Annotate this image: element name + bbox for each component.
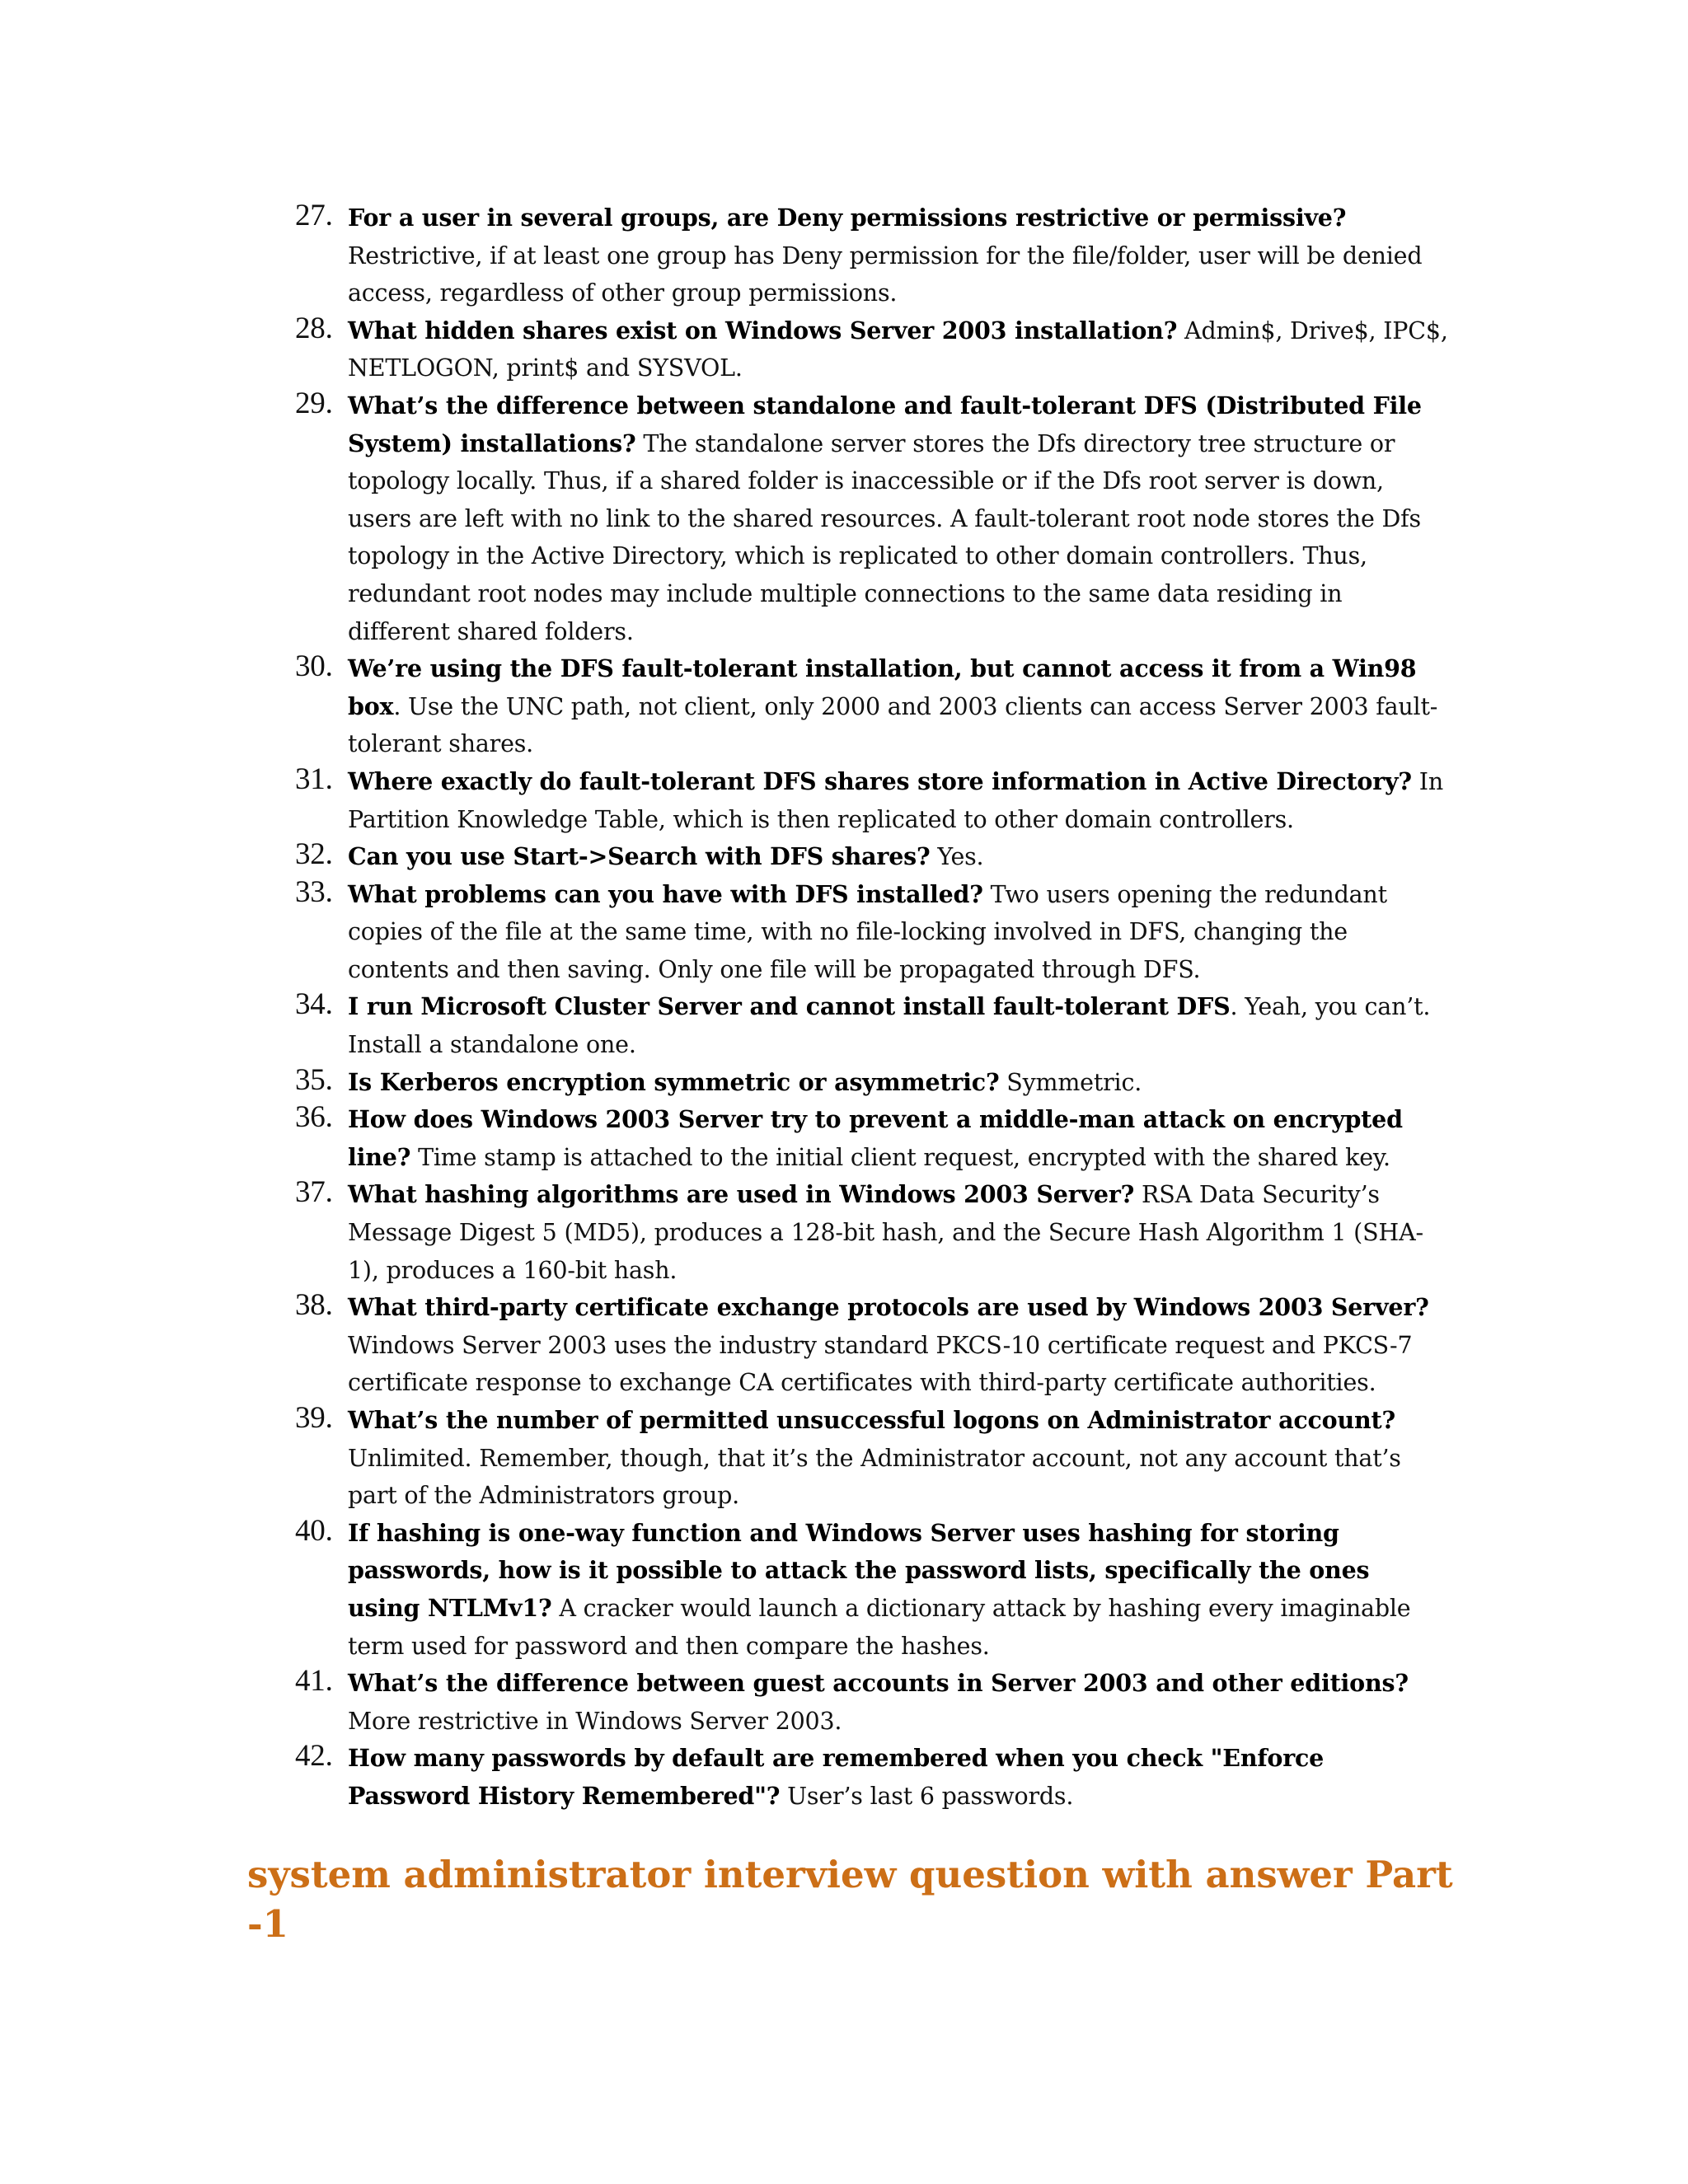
qa-number: 33.	[295, 874, 333, 909]
qa-answer: The standalone server stores the Dfs directory tree structure or topology locally. Thus, if a shared folder is inaccessible or if the Dfs root server is down, users are left with no link to the shared resources. A fault-tolerant root node stores the Dfs topology in the Active Directory, which is replicated to other domain controllers. Thus, redundant root nodes may include multiple connections to the same data residing in different shared folders.	[348, 429, 1421, 645]
qa-item	[295, 312, 1449, 387]
qa-number: 34.	[295, 987, 333, 1022]
qa-answer: In Partition Knowledge Table, which is then replicated to other domain controllers.	[348, 767, 1443, 833]
qa-answer: Time stamp is attached to the initial client request, encrypted with the shared key.	[410, 1143, 1390, 1171]
qa-number: 38.	[295, 1288, 333, 1323]
qa-item	[295, 763, 1449, 838]
qa-question: Can you use Start->Search with DFS shares?	[348, 842, 931, 871]
qa-answer: Unlimited. Remember, though, that it’s the Administrator account, not any account that’s part of the Administrators group.	[348, 1444, 1401, 1510]
qa-number: 37.	[295, 1175, 333, 1210]
qa-item	[295, 387, 1449, 650]
qa-question: What’s the difference between standalone and fault-tolerant DFS (Distributed File System) installations?	[348, 391, 1422, 457]
qa-answer: Symmetric.	[999, 1068, 1142, 1096]
qa-number: 30.	[295, 649, 333, 684]
qa-list	[295, 199, 1449, 1816]
qa-answer: A cracker would launch a dictionary attack by hashing every imaginable term used for password and then compare the hashes.	[348, 1594, 1411, 1660]
qa-item	[295, 199, 1449, 312]
qa-item	[295, 1289, 1449, 1402]
qa-item	[295, 1740, 1449, 1815]
qa-item	[295, 838, 1449, 876]
qa-answer: Windows Server 2003 uses the industry standard PKCS-10 certificate request and PKCS-7 certificate response to exchange CA certificates with third-party certificate authorities.	[348, 1331, 1413, 1397]
qa-number: 41.	[295, 1664, 333, 1699]
qa-answer: . Use the UNC path, not client, only 2000 and 2003 clients can access Server 2003 fault-tolerant shares.	[348, 692, 1438, 758]
qa-item	[295, 988, 1449, 1063]
section-heading: system administrator interview question with answer Part -1	[247, 1853, 1453, 1946]
qa-answer: User’s last 6 passwords.	[780, 1782, 1074, 1810]
qa-question: We’re using the DFS fault-tolerant installation, but cannot access it from a Win98 box	[348, 654, 1417, 720]
qa-number: 36.	[295, 1100, 333, 1135]
qa-item	[295, 1402, 1449, 1515]
qa-answer: Two users opening the redundant copies of the file at the same time, with no file-locking involved in DFS, changing the contents and then saving. Only one file will be propagated through DFS.	[348, 880, 1387, 983]
qa-item	[295, 650, 1449, 763]
qa-answer: Restrictive, if at least one group has Deny permission for the file/folder, user will be denied access, regardless of other group permissions.	[348, 241, 1423, 307]
qa-question: How many passwords by default are remembered when you check "Enforce Password History Remembered"?	[348, 1744, 1325, 1810]
qa-item	[295, 1665, 1449, 1740]
qa-number: 40.	[295, 1513, 333, 1548]
qa-question: What hidden shares exist on Windows Server 2003 installation?	[348, 316, 1178, 344]
qa-question: Where exactly do fault-tolerant DFS shares store information in Active Directory?	[348, 766, 1412, 795]
qa-number: 39.	[295, 1401, 333, 1435]
qa-question: What problems can you have with DFS installed?	[348, 879, 983, 908]
qa-number: 29.	[295, 386, 333, 420]
qa-item	[295, 1101, 1449, 1176]
qa-item	[295, 1515, 1449, 1665]
qa-number: 28.	[295, 311, 333, 345]
qa-answer: Admin$, Drive$, IPC$, NETLOGON, print$ and SYSVOL.	[348, 316, 1448, 382]
qa-question: How does Windows 2003 Server try to prevent a middle-man attack on encrypted line?	[348, 1105, 1403, 1171]
qa-answer: More restrictive in Windows Server 2003.	[348, 1707, 842, 1735]
qa-item	[295, 1176, 1449, 1289]
qa-question: What hashing algorithms are used in Windows 2003 Server?	[348, 1180, 1135, 1209]
qa-question: What’s the number of permitted unsuccessful logons on Administrator account?	[348, 1406, 1395, 1434]
qa-question: What’s the difference between guest accounts in Server 2003 and other editions?	[348, 1669, 1409, 1698]
qa-answer: Yes.	[930, 843, 984, 871]
qa-item	[295, 876, 1449, 989]
qa-answer: RSA Data Security’s Message Digest 5 (MD5), produces a 128-bit hash, and the Secure Hash Algorithm 1 (SHA-1), produces a 160-bit hash.	[348, 1181, 1423, 1284]
qa-number: 32.	[295, 837, 333, 872]
qa-number: 27.	[295, 199, 333, 232]
qa-item	[295, 1064, 1449, 1102]
qa-answer: . Yeah, you can’t. Install a standalone one.	[348, 993, 1431, 1059]
qa-number: 42.	[295, 1739, 333, 1774]
qa-number: 35.	[295, 1062, 333, 1097]
qa-question: What third-party certificate exchange protocols are used by Windows 2003 Server?	[348, 1293, 1429, 1322]
qa-question: For a user in several groups, are Deny permissions restrictive or permissive?	[348, 204, 1347, 232]
qa-question: If hashing is one-way function and Windows Server uses hashing for storing passwords, how is it possible to attack the password lists, specifically the ones using NTLMv1?	[348, 1518, 1370, 1622]
qa-question: I run Microsoft Cluster Server and cannot install fault-tolerant DFS	[348, 992, 1231, 1021]
qa-question: Is Kerberos encryption symmetric or asymmetric?	[348, 1067, 1000, 1096]
qa-number: 31.	[295, 762, 333, 796]
